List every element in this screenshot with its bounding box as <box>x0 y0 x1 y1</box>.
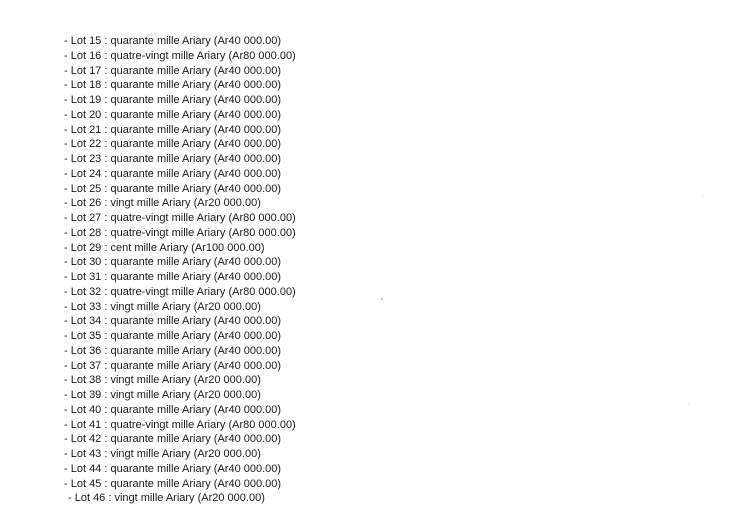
lot-line-26: - Lot 26 : vingt mille Ariary (Ar20 000.00) <box>64 197 261 210</box>
lot-line-38: - Lot 38 : vingt mille Ariary (Ar20 000.00) <box>64 374 261 387</box>
lot-line-43: - Lot 43 : vingt mille Ariary (Ar20 000.00) <box>64 448 261 460</box>
lot-line-17: - Lot 17 : quarante mille Ariary (Ar40 000.00) <box>64 64 282 77</box>
lot-line-37: - Lot 37 : quarante mille Ariary (Ar40 000.00) <box>64 359 282 372</box>
lot-line-39: - Lot 39 : vingt mille Ariary (Ar20 000.00) <box>64 389 261 401</box>
lot-line-29: - Lot 29 : cent mille Ariary (Ar100 000.00) <box>64 241 265 254</box>
lot-line-32: - Lot 32 : quatre-vingt mille Ariary (Ar80 000.00) <box>64 285 296 298</box>
lot-line-34: - Lot 34 : quarante mille Ariary (Ar40 000.00) <box>64 315 282 328</box>
lot-line-18: - Lot 18 : quarante mille Ariary (Ar40 000.00) <box>64 79 282 92</box>
lot-line-22: - Lot 22 : quarante mille Ariary (Ar40 000.00) <box>64 138 282 151</box>
lot-line-44: - Lot 44 : quarante mille Ariary (Ar40 000.00) <box>64 462 282 475</box>
lot-line-40: - Lot 40 : quarante mille Ariary (Ar40 000.00) <box>64 403 282 416</box>
lot-line-25: - Lot 25 : quarante mille Ariary (Ar40 000.00) <box>64 182 282 195</box>
lot-line-27: - Lot 27 : quatre-vingt mille Ariary (Ar80 000.00) <box>64 212 296 224</box>
lot-line-36: - Lot 36 : quarante mille Ariary (Ar40 000.00) <box>64 344 282 357</box>
lot-line-21: - Lot 21 : quarante mille Ariary (Ar40 000.00) <box>64 123 282 136</box>
scan-speck <box>688 404 689 405</box>
lot-line-31: - Lot 31 : quarante mille Ariary (Ar40 000.00) <box>64 271 282 283</box>
lot-line-42: - Lot 42 : quarante mille Ariary (Ar40 000.00) <box>64 433 282 446</box>
lot-line-24: - Lot 24 : quarante mille Ariary (Ar40 000.00) <box>64 167 282 180</box>
lot-line-33: - Lot 33 : vingt mille Ariary (Ar20 000.00) <box>64 300 261 313</box>
lot-line-28: - Lot 28 : quatre-vingt mille Ariary (Ar80 000.00) <box>64 226 296 239</box>
lot-line-41: - Lot 41 : quatre-vingt mille Ariary (Ar80 000.00) <box>64 418 296 431</box>
lot-list <box>64 34 296 506</box>
lot-line-15: - Lot 15 : quarante mille Ariary (Ar40 000.00) <box>64 35 282 47</box>
lot-line-23: - Lot 23 : quarante mille Ariary (Ar40 000.00) <box>64 153 282 165</box>
scan-speck <box>702 196 703 197</box>
lot-line-45: - Lot 45 : quarante mille Ariary (Ar40 000.00) <box>64 477 282 490</box>
lot-line-19: - Lot 19 : quarante mille Ariary (Ar40 000.00) <box>64 94 282 106</box>
lot-line-35: - Lot 35 : quarante mille Ariary (Ar40 000.00) <box>64 330 282 342</box>
lot-line-30: - Lot 30 : quarante mille Ariary (Ar40 000.00) <box>64 256 282 269</box>
lot-line-46: - Lot 46 : vingt mille Ariary (Ar20 000.00) <box>68 492 265 505</box>
lot-line-16: - Lot 16 : quatre-vingt mille Ariary (Ar80 000.00) <box>64 49 296 62</box>
lot-line-20: - Lot 20 : quarante mille Ariary (Ar40 000.00) <box>64 108 282 121</box>
scan-speck <box>381 298 383 300</box>
